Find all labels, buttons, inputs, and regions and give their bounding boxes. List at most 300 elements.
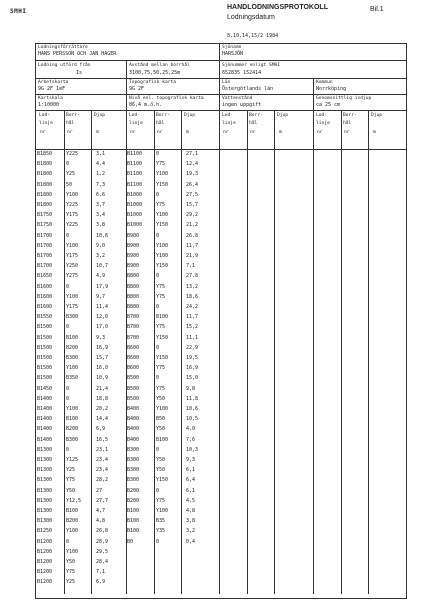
divider: [219, 44, 220, 78]
ice-depth-value: ca 25 cm: [316, 102, 341, 108]
topo-map-value: 9G 2F: [129, 86, 145, 92]
group2-line-number: B1000: [127, 191, 143, 198]
group2-depth-value: 19,3: [186, 171, 199, 178]
col-header-depth: Djup: [277, 113, 289, 118]
col-header-depth-unit: m: [96, 130, 99, 135]
group1-line-number: B1650: [37, 273, 53, 280]
group2-hole-number: Y100: [156, 171, 169, 178]
county-value: Östergötlands län: [222, 86, 274, 92]
group2-line-number: B100: [127, 528, 140, 535]
group1-line-number: B1500: [37, 355, 53, 361]
group2-line-number: B700: [127, 334, 140, 341]
appendix-label: Bil.1: [370, 6, 384, 13]
group1-depth-value: 17,0: [96, 324, 109, 331]
col-header-line: linje: [222, 121, 236, 126]
group1-hole-number: B200: [66, 518, 79, 525]
group2-hole-number: 0: [156, 344, 160, 351]
group2-line-number: B500: [127, 395, 140, 402]
group1-line-number: B1800: [37, 202, 53, 208]
group2-line-number: B900: [127, 253, 140, 259]
group1-hole-number: Y100: [66, 191, 79, 198]
work-map-value: 9G 2F 1eF: [38, 86, 66, 92]
col-header-hole: Borr-: [156, 113, 170, 118]
document-subtitle: Lodningsdatum: [227, 14, 275, 21]
group2-depth-value: 4,0: [186, 426, 196, 433]
group1-line-number: B1500: [37, 365, 53, 372]
group1-depth-value: 23,1: [96, 446, 109, 453]
lake-number-value: 652835 152414: [222, 70, 262, 76]
group1-line-number: B1200: [37, 569, 53, 576]
column-divider: [91, 110, 92, 594]
group1-hole-number: Y100: [66, 293, 79, 300]
col-header-hole-unit: nr: [344, 130, 350, 135]
group2-hole-number: Y100: [156, 253, 169, 259]
divider: [313, 78, 314, 594]
group2-depth-value: 27,8: [186, 273, 199, 280]
municipality-label: Kommun: [316, 80, 333, 85]
group2-line-number: B1100: [127, 171, 143, 178]
group1-hole-number: Y175: [66, 212, 79, 219]
group1-line-number: B1300: [37, 508, 53, 514]
group2-depth-value: 27,5: [186, 191, 199, 198]
column-divider: [368, 110, 369, 594]
map-scale-value: 1:10000: [38, 102, 60, 108]
group1-line-number: B1500: [37, 375, 53, 382]
group1-hole-number: Y175: [66, 253, 79, 259]
group1-depth-value: 6,9: [96, 579, 106, 586]
group1-depth-value: 10,7: [96, 263, 109, 270]
group2-hole-number: Y150: [156, 222, 169, 229]
group2-hole-number: B35: [156, 518, 166, 525]
group2-hole-number: Y50: [156, 426, 166, 433]
group2-hole-number: 0: [156, 273, 160, 280]
group2-depth-value: 21,2: [186, 222, 199, 229]
group2-depth-value: 7,6: [186, 436, 196, 443]
group1-hole-number: Y75: [66, 569, 76, 576]
group2-line-number: B0: [127, 538, 134, 545]
water-level-label: Vattenstånd: [222, 96, 253, 101]
group2-line-number: B1000: [127, 202, 143, 208]
topo-map-label: Topografisk karta: [129, 80, 177, 85]
group1-depth-value: 9,0: [96, 242, 106, 249]
group1-line-number: B1200: [37, 579, 53, 586]
col-header-line: Lod-: [39, 113, 51, 118]
sounding-dates: 8,10,14,15/2 1984: [227, 33, 279, 39]
group2-line-number: B400: [127, 426, 140, 433]
group1-hole-number: 0: [66, 538, 70, 545]
level-value: 86,4 m.ö.h.: [129, 102, 163, 108]
group2-line-number: B200: [127, 487, 140, 494]
group1-hole-number: B350: [66, 375, 79, 382]
group1-line-number: B1200: [37, 548, 53, 555]
group1-line-number: B1300: [37, 446, 53, 453]
group2-hole-number: 0: [156, 191, 160, 198]
col-header-line-unit: nr: [40, 130, 46, 135]
group2-line-number: B700: [127, 314, 140, 321]
group1-hole-number: Y225: [66, 151, 79, 157]
group1-line-number: B1800: [37, 191, 53, 198]
group1-depth-value: 26,8: [96, 528, 109, 535]
group2-hole-number: Y150: [156, 355, 169, 361]
divider: [36, 60, 406, 61]
group2-depth-value: 7,1: [186, 263, 196, 270]
group2-depth-value: 4,8: [186, 508, 196, 514]
group2-hole-number: 0: [156, 446, 160, 453]
group2-hole-number: Y150: [156, 263, 169, 270]
surveyor-label: Lodningsförrättare: [38, 45, 88, 50]
group2-line-number: B300: [127, 457, 140, 463]
group2-line-number: B600: [127, 365, 140, 372]
group1-hole-number: 0: [66, 324, 70, 331]
group2-hole-number: Y75: [156, 497, 166, 504]
group1-hole-number: Y50: [66, 559, 76, 565]
group2-depth-value: 15,7: [186, 202, 199, 208]
protocol-form: [35, 43, 407, 599]
group1-line-number: B1300: [37, 497, 53, 504]
group1-depth-value: 10,6: [96, 232, 109, 239]
col-header-hole: Borr-: [66, 113, 80, 118]
column-divider: [154, 110, 155, 594]
group1-hole-number: B200: [66, 426, 79, 433]
group1-depth-value: 23,4: [96, 467, 109, 474]
ice-depth-label: Genomsnittlig isdjup: [316, 96, 372, 101]
group2-hole-number: Y75: [156, 324, 166, 331]
col-header-depth: Djup: [94, 113, 106, 118]
group1-depth-value: 14,4: [96, 416, 109, 423]
group1-depth-value: 1,2: [96, 171, 106, 178]
sounding-from-label: Lodning utförd från: [38, 63, 91, 68]
group1-hole-number: Y250: [66, 263, 79, 270]
group1-hole-number: 0: [66, 395, 70, 402]
group2-hole-number: Y75: [156, 161, 166, 168]
group2-line-number: B600: [127, 344, 140, 351]
group2-line-number: B500: [127, 375, 140, 382]
county-label: Län: [222, 80, 231, 85]
group2-hole-number: Y75: [156, 385, 166, 392]
group2-hole-number: B50: [156, 416, 166, 423]
col-header-hole: hål: [156, 121, 165, 126]
group1-depth-value: 28,9: [96, 538, 109, 545]
group2-depth-value: 10,3: [186, 446, 199, 453]
col-header-line: linje: [129, 121, 143, 126]
group1-hole-number: Y225: [66, 202, 79, 208]
group1-hole-number: B300: [66, 436, 79, 443]
group2-line-number: B100: [127, 518, 140, 525]
group1-depth-value: 27,7: [96, 497, 109, 504]
group1-line-number: B1500: [37, 334, 53, 341]
group1-depth-value: 10,9: [96, 375, 109, 382]
group1-depth-value: 3,1: [96, 151, 106, 157]
col-header-hole: hål: [249, 121, 258, 126]
group1-depth-value: 16,0: [96, 365, 109, 372]
group1-line-number: B1800: [37, 171, 53, 178]
group2-line-number: B1100: [127, 161, 143, 168]
group2-line-number: B800: [127, 293, 140, 300]
group2-depth-value: 19,5: [186, 355, 199, 361]
group2-depth-value: 22,9: [186, 344, 199, 351]
group1-hole-number: Y100: [66, 365, 79, 372]
group2-depth-value: 9,8: [186, 385, 196, 392]
group2-hole-number: Y75: [156, 293, 166, 300]
group2-line-number: B1100: [127, 151, 143, 157]
group1-line-number: B1400: [37, 436, 53, 443]
group1-depth-value: 20,2: [96, 406, 109, 412]
group1-line-number: B1300: [37, 477, 53, 484]
group1-line-number: B1300: [37, 487, 53, 494]
group1-line-number: B1300: [37, 457, 53, 463]
group1-line-number: B1850: [37, 151, 53, 157]
group1-hole-number: 0: [66, 446, 70, 453]
group1-hole-number: 0: [66, 385, 70, 392]
group1-depth-value: 28,4: [96, 559, 109, 565]
group2-depth-value: 10,6: [186, 406, 199, 412]
group1-line-number: B1700: [37, 253, 53, 259]
group1-depth-value: 18,8: [96, 395, 109, 402]
municipality-value: Norrköping: [316, 86, 347, 92]
col-header-depth: Djup: [184, 113, 196, 118]
col-header-line-unit: nr: [130, 130, 136, 135]
water-level-value: ingen uppgift: [222, 102, 262, 108]
col-header-hole: hål: [66, 121, 75, 126]
group2-hole-number: 0: [156, 487, 160, 494]
group2-line-number: B300: [127, 477, 140, 484]
group2-line-number: B700: [127, 324, 140, 331]
col-header-hole-unit: nr: [67, 130, 73, 135]
column-divider: [274, 110, 275, 594]
group1-hole-number: Y125: [66, 457, 79, 463]
col-header-line: linje: [316, 121, 330, 126]
group1-depth-value: 9,3: [96, 334, 106, 341]
group1-hole-number: Y25: [66, 579, 76, 586]
column-divider: [341, 110, 342, 594]
group2-hole-number: 0: [156, 304, 160, 310]
hole-distance-value: 3100,75,50,25,25m: [129, 70, 181, 76]
group1-depth-value: 3,2: [96, 253, 106, 259]
group2-depth-value: 9,3: [186, 457, 196, 463]
group2-depth-value: 15,2: [186, 324, 199, 331]
group2-hole-number: Y75: [156, 202, 166, 208]
group1-hole-number: Y100: [66, 406, 79, 412]
col-header-line-unit: nr: [317, 130, 323, 135]
group1-depth-value: 9,7: [96, 293, 106, 300]
group1-depth-value: 4,9: [96, 273, 106, 280]
group1-line-number: B1200: [37, 559, 53, 565]
group2-line-number: B300: [127, 467, 140, 474]
group2-depth-value: 21,9: [186, 253, 199, 259]
group1-hole-number: Y100: [66, 242, 79, 249]
group2-hole-number: Y100: [156, 212, 169, 219]
group2-line-number: B800: [127, 273, 140, 280]
group2-hole-number: B100: [156, 314, 169, 321]
group1-hole-number: Y25: [66, 171, 76, 178]
group2-line-number: B900: [127, 232, 140, 239]
group1-depth-value: 3,8: [96, 222, 106, 229]
group2-hole-number: Y150: [156, 181, 169, 188]
col-header-hole: Borr-: [249, 113, 263, 118]
group2-line-number: B600: [127, 355, 140, 361]
group2-line-number: B500: [127, 385, 140, 392]
group2-hole-number: 0: [156, 375, 160, 382]
group1-line-number: B1300: [37, 467, 53, 474]
group2-depth-value: 26,8: [186, 232, 199, 239]
group1-hole-number: Y175: [66, 304, 79, 310]
divider: [36, 94, 406, 95]
column-divider: [181, 110, 182, 594]
group2-hole-number: Y150: [156, 477, 169, 484]
column-divider: [64, 110, 65, 594]
group2-depth-value: 10,5: [186, 416, 199, 423]
column-divider: [247, 110, 248, 594]
group1-depth-value: 4,7: [96, 508, 106, 514]
col-header-hole: hål: [343, 121, 352, 126]
group1-hole-number: 0: [66, 161, 70, 168]
group1-depth-value: 17,9: [96, 283, 109, 290]
group2-hole-number: Y150: [156, 334, 169, 341]
col-header-hole-unit: nr: [157, 130, 163, 135]
group1-line-number: B1500: [37, 344, 53, 351]
group1-depth-value: 11,4: [96, 304, 109, 310]
group2-hole-number: Y100: [156, 406, 169, 412]
col-header-line: Lod-: [129, 113, 141, 118]
group1-depth-value: 16,9: [96, 344, 109, 351]
group1-hole-number: B300: [66, 314, 79, 321]
group1-depth-value: 4,4: [96, 161, 106, 168]
group2-depth-value: 0,4: [186, 538, 196, 545]
work-map-label: Arbetskarta: [38, 80, 69, 85]
level-label: Nivå enl. topografisk karta: [129, 96, 204, 101]
col-header-depth: Djup: [371, 113, 383, 118]
col-header-line: linje: [39, 121, 53, 126]
group1-line-number: B1250: [37, 528, 53, 535]
group2-depth-value: 27,1: [186, 151, 199, 157]
group2-line-number: B100: [127, 508, 140, 514]
col-header-line: Lod-: [316, 113, 328, 118]
group1-line-number: B1600: [37, 283, 53, 290]
group1-depth-value: 6,9: [96, 426, 106, 433]
group2-line-number: B400: [127, 436, 140, 443]
group2-depth-value: 3,8: [186, 518, 196, 525]
group2-depth-value: 24,2: [186, 304, 199, 310]
group1-hole-number: B100: [66, 416, 79, 423]
group1-depth-value: 23,4: [96, 457, 109, 463]
group1-hole-number: 50: [66, 181, 73, 188]
group1-hole-number: B300: [66, 355, 79, 361]
group1-line-number: B1700: [37, 232, 53, 239]
group1-hole-number: Y75: [66, 477, 76, 484]
group2-depth-value: 29,2: [186, 212, 199, 219]
document-title: HANDLODNINGSPROTOKOLL: [227, 4, 328, 11]
group2-line-number: B1000: [127, 212, 143, 219]
group1-line-number: B1450: [37, 385, 53, 392]
group1-line-number: B1400: [37, 406, 53, 412]
group1-depth-value: 15,7: [96, 355, 109, 361]
group1-hole-number: Y275: [66, 273, 79, 280]
group2-depth-value: 3,2: [186, 528, 196, 535]
group1-depth-value: 29,5: [96, 548, 109, 555]
group2-hole-number: Y100: [156, 508, 169, 514]
group1-line-number: B1600: [37, 304, 53, 310]
group2-line-number: B300: [127, 446, 140, 453]
group1-hole-number: 0: [66, 232, 70, 239]
group1-hole-number: B100: [66, 508, 79, 514]
group2-hole-number: 0: [156, 232, 160, 239]
group1-hole-number: Y12,5: [66, 497, 82, 504]
group1-hole-number: Y25: [66, 467, 76, 474]
group1-depth-value: 12,0: [96, 314, 109, 321]
group2-depth-value: 16,9: [186, 365, 199, 372]
group2-depth-value: 18,6: [186, 293, 199, 300]
group1-depth-value: 3,7: [96, 202, 106, 208]
group2-line-number: B400: [127, 416, 140, 423]
group1-line-number: B1300: [37, 518, 53, 525]
group1-depth-value: 27: [96, 487, 103, 494]
group1-depth-value: 16,5: [96, 436, 109, 443]
lake-number-label: Sjönummer enligt SMHI: [222, 63, 281, 68]
group2-hole-number: B100: [156, 436, 169, 443]
group2-line-number: B900: [127, 242, 140, 249]
col-header-depth-unit: m: [186, 130, 189, 135]
group1-line-number: B1800: [37, 161, 53, 168]
group1-line-number: B1400: [37, 416, 53, 423]
group2-depth-value: 26,4: [186, 181, 199, 188]
divider: [219, 78, 220, 594]
group2-line-number: B400: [127, 406, 140, 412]
group2-hole-number: Y50: [156, 467, 166, 474]
group1-line-number: B1500: [37, 324, 53, 331]
group2-hole-number: Y75: [156, 365, 166, 372]
group1-line-number: B1400: [37, 426, 53, 433]
col-header-hole: Borr-: [343, 113, 357, 118]
group1-hole-number: Y100: [66, 528, 79, 535]
group2-hole-number: Y50: [156, 457, 166, 463]
group1-hole-number: B100: [66, 334, 79, 341]
col-header-depth-unit: m: [373, 130, 376, 135]
hole-distance-label: Avstånd mellan borrhål: [129, 63, 190, 68]
group1-line-number: B1550: [37, 314, 53, 321]
col-header-depth-unit: m: [279, 130, 282, 135]
group2-line-number: B900: [127, 263, 140, 270]
lake-name-label: Sjönamn: [222, 45, 242, 50]
group1-line-number: B1200: [37, 538, 53, 545]
org-name: SMHI: [10, 8, 27, 15]
group1-line-number: B1750: [37, 222, 53, 229]
group1-line-number: B1700: [37, 242, 53, 249]
group2-hole-number: 0: [156, 538, 160, 545]
group2-line-number: B1000: [127, 222, 143, 229]
col-header-line: Lod-: [222, 113, 234, 118]
col-header-hole-unit: nr: [250, 130, 256, 135]
group1-depth-value: 4,8: [96, 518, 106, 525]
group2-depth-value: 11,7: [186, 242, 199, 249]
group2-depth-value: 4,5: [186, 497, 196, 504]
group1-line-number: B1400: [37, 395, 53, 402]
group1-depth-value: 3,4: [96, 212, 106, 219]
group2-line-number: B200: [127, 497, 140, 504]
divider: [36, 78, 406, 79]
group2-hole-number: Y75: [156, 283, 166, 290]
group1-depth-value: 28,2: [96, 477, 109, 484]
group2-depth-value: 6,4: [186, 477, 196, 484]
group1-hole-number: Y50: [66, 487, 76, 494]
group2-depth-value: 11,8: [186, 395, 199, 402]
group2-depth-value: 11,1: [186, 334, 199, 341]
group2-hole-number: Y100: [156, 242, 169, 249]
group2-line-number: B800: [127, 304, 140, 310]
group1-line-number: B1750: [37, 212, 53, 219]
group2-depth-value: 12,4: [186, 161, 199, 168]
surveyor-value: HANS PERSSON OCH JAN HAGER: [38, 51, 117, 57]
group1-hole-number: B200: [66, 344, 79, 351]
